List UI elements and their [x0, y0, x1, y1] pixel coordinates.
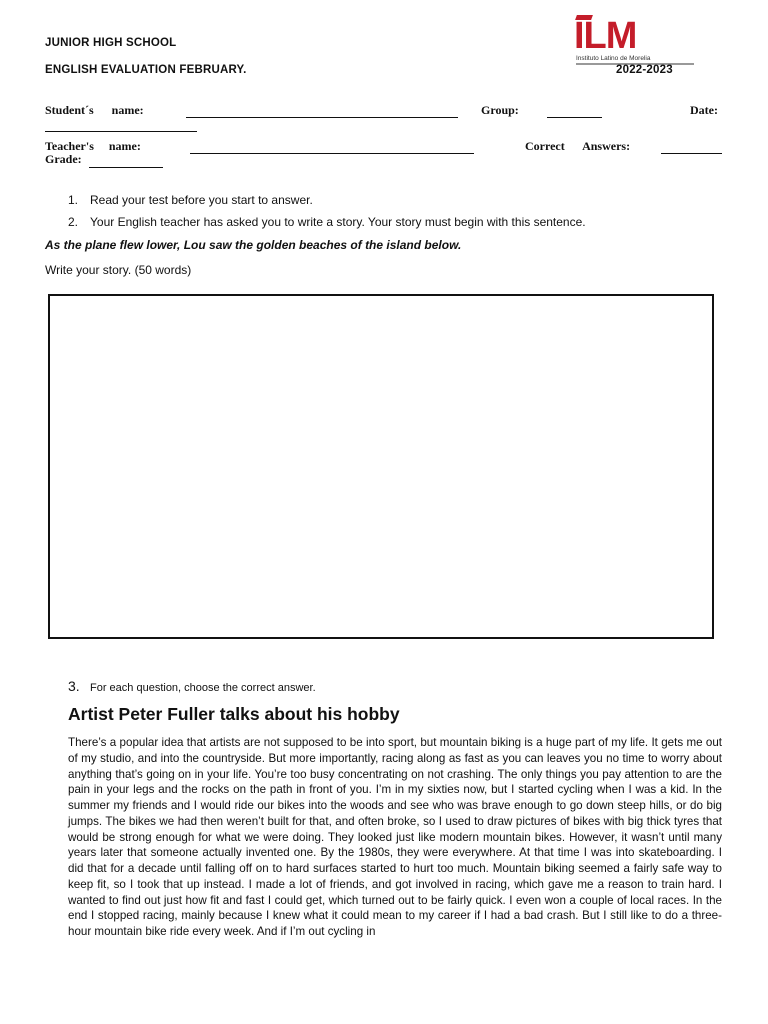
student-name-input[interactable] — [186, 105, 458, 123]
school-year: 2022-2023 — [616, 64, 673, 76]
instruction-1: 1. Read your test before you start to answer. — [68, 193, 313, 207]
group-label: Group: — [481, 103, 519, 117]
teacher-name-label: Teacher's name: — [45, 139, 141, 153]
group-input[interactable] — [547, 105, 602, 123]
teacher-name-input[interactable] — [190, 141, 474, 159]
correct-answers-label: Correct Answers: — [525, 139, 631, 153]
student-name-label: Student´s name: — [45, 103, 144, 117]
logo-subtitle: Instituto Latino de Morelia — [576, 55, 651, 62]
logo-letters: ILM — [574, 15, 637, 57]
passage-text: There’s a popular idea that artists are not supposed to be into sport, but mountain biking is a huge part of my life. It gets me out of my studio, and into the countryside. But more importantly, racing along as fast as you can leaves you no time to worry about anything that’s going on in your life. You’re too busy concentrating on not crashing. The only things you pay attention to are the pain in your legs and the rocks on the path in front of you. I’m in my sixties now, but I started cycling when I was a kid. In the summer my friends and I would ride our bikes into the woods and see who was brave enough to go down steep hills, or do big jumps. The bikes we had then weren’t built for that, and often broke, so I used to draw pictures of bikes with big thick tyres that would be strong enough for what we were doing. They looked just like modern mountain bikes. However, it wasn’t until many years later that someone actually invented one. By the 1980s, they were everywhere. At that time I was into skateboarding. I did that for a decade until falling off on to hard surfaces started to hurt too much. Mountain biking seemed a fairly safe way to keep fit, so I took that up instead. I made a lot of friends, and got involved in racing, which gave me a reason to train hard. I wanted to find out just how fit and fast I could get, which turned out to be fairly quick. I even won a couple of local races. In the end I stopped racing, mainly because I knew what it could mean to my career if I had a bad crash. But I still like to do a three-hour mountain bike ride every week. And if I’m out cycling in — [68, 736, 722, 938]
grade-input[interactable] — [89, 155, 163, 173]
instruction-2: 2. Your English teacher has asked you to write a story. Your story must begin with this sentence. — [68, 215, 586, 229]
date-input[interactable] — [45, 119, 197, 137]
story-answer-box[interactable] — [48, 294, 714, 639]
story-prompt: As the plane flew lower, Lou saw the golden beaches of the island below. — [45, 238, 462, 252]
question-3-header — [68, 678, 316, 696]
exam-title: ENGLISH EVALUATION FEBRUARY. — [45, 64, 247, 76]
question-3-number: 3. — [68, 678, 80, 694]
passage-title: Artist Peter Fuller talks about his hobby — [68, 704, 400, 724]
date-label: Date: — [690, 103, 718, 117]
correct-answers-input[interactable] — [661, 141, 722, 159]
ilm-logo — [574, 14, 698, 64]
grade-label: Grade: — [45, 152, 82, 166]
question-3-instruction: For each question, choose the correct answer. — [90, 682, 316, 694]
school-level: JUNIOR HIGH SCHOOL — [45, 37, 177, 49]
write-instruction: Write your story. (50 words) — [45, 263, 192, 277]
